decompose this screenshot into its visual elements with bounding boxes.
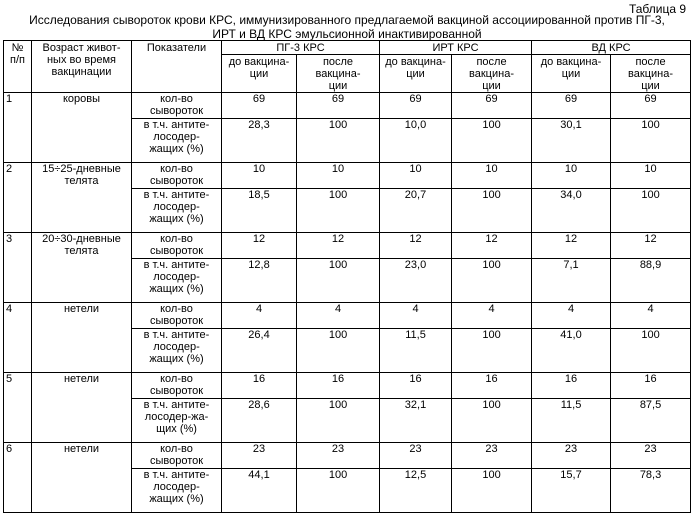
- cell-count: 12: [452, 233, 532, 259]
- cell-percent: 100: [297, 329, 380, 373]
- cell-count: 16: [532, 373, 611, 399]
- cell-percent: 87,5: [611, 399, 691, 443]
- cell-percent: 28,3: [222, 119, 297, 163]
- cell-count: 16: [452, 373, 532, 399]
- cell-count: 23: [611, 443, 691, 469]
- cell-percent: 100: [452, 329, 532, 373]
- cell-percent: 30,1: [532, 119, 611, 163]
- cell-count: 4: [297, 303, 380, 329]
- table-label: Таблица 9: [628, 2, 686, 16]
- cell-percent: 100: [611, 189, 691, 233]
- cell-percent: 100: [452, 399, 532, 443]
- table-body: [4, 93, 691, 513]
- cell-count: 10: [452, 163, 532, 189]
- cell-count: 4: [452, 303, 532, 329]
- cell-percent: 100: [611, 119, 691, 163]
- cell-count: 69: [452, 93, 532, 119]
- row-age: нетели: [32, 373, 132, 443]
- row-age: коровы: [32, 93, 132, 163]
- cell-percent: 26,4: [222, 329, 297, 373]
- cell-count: 10: [297, 163, 380, 189]
- cell-percent: 11,5: [380, 329, 452, 373]
- cell-count: 23: [222, 443, 297, 469]
- header-before: до вакцина- ции: [532, 55, 611, 93]
- table-row-count: [4, 443, 691, 469]
- row-age: нетели: [32, 303, 132, 373]
- cell-percent: 28,6: [222, 399, 297, 443]
- cell-count: 10: [222, 163, 297, 189]
- cell-percent: 100: [452, 469, 532, 513]
- cell-percent: 23,0: [380, 259, 452, 303]
- header-group-pg3: ПГ-3 КРС: [222, 41, 380, 55]
- cell-count: 16: [297, 373, 380, 399]
- table-row-count: [4, 373, 691, 399]
- cell-count: 4: [611, 303, 691, 329]
- cell-percent: 34,0: [532, 189, 611, 233]
- row-number: 6: [4, 443, 32, 513]
- indicator-count: кол-во сывороток: [132, 373, 222, 399]
- header-after: после вакцина- ции: [297, 55, 380, 93]
- cell-count: 4: [380, 303, 452, 329]
- header-after: после вакцина- ции: [611, 55, 691, 93]
- data-table: [3, 40, 691, 513]
- cell-count: 69: [532, 93, 611, 119]
- cell-count: 12: [380, 233, 452, 259]
- cell-percent: 7,1: [532, 259, 611, 303]
- table-row-count: [4, 93, 691, 119]
- cell-count: 10: [532, 163, 611, 189]
- cell-count: 69: [297, 93, 380, 119]
- cell-count: 10: [611, 163, 691, 189]
- cell-percent: 100: [297, 119, 380, 163]
- header-group-vd: ВД КРС: [532, 41, 691, 55]
- cell-count: 10: [380, 163, 452, 189]
- table-row-count: [4, 303, 691, 329]
- indicator-count: кол-во сывороток: [132, 93, 222, 119]
- header-age: Возраст живот- ных во время вакцинации: [32, 41, 132, 93]
- indicator-percent: в т.ч. антите- лосодер- жащих (%): [132, 329, 222, 373]
- cell-count: 16: [611, 373, 691, 399]
- cell-percent: 100: [452, 119, 532, 163]
- header-before: до вакцина- ции: [222, 55, 297, 93]
- caption-line: ИРТ и ВД КРС эмульсионной инактивированной: [212, 27, 482, 41]
- indicator-count: кол-во сывороток: [132, 443, 222, 469]
- cell-percent: 100: [297, 469, 380, 513]
- cell-count: 12: [222, 233, 297, 259]
- indicator-count: кол-во сывороток: [132, 163, 222, 189]
- cell-percent: 44,1: [222, 469, 297, 513]
- cell-percent: 100: [297, 259, 380, 303]
- indicator-percent: в т.ч. антите- лосодер- жащих (%): [132, 189, 222, 233]
- cell-count: 16: [380, 373, 452, 399]
- cell-percent: 100: [297, 189, 380, 233]
- cell-count: 69: [380, 93, 452, 119]
- table-row-count: [4, 233, 691, 259]
- row-number: 1: [4, 93, 32, 163]
- cell-percent: 100: [452, 259, 532, 303]
- cell-percent: 100: [611, 329, 691, 373]
- cell-percent: 88,9: [611, 259, 691, 303]
- row-number: 4: [4, 303, 32, 373]
- cell-percent: 41,0: [532, 329, 611, 373]
- row-number: 2: [4, 163, 32, 233]
- cell-percent: 78,3: [611, 469, 691, 513]
- cell-percent: 32,1: [380, 399, 452, 443]
- cell-count: 12: [297, 233, 380, 259]
- header-indicator: Показатели: [132, 41, 222, 93]
- table-row-count: [4, 163, 691, 189]
- header-before: до вакцина- ции: [380, 55, 452, 93]
- cell-count: 12: [611, 233, 691, 259]
- cell-percent: 10,0: [380, 119, 452, 163]
- row-age: 20÷30-дневные телята: [32, 233, 132, 303]
- indicator-percent: в т.ч. антите- лосодер- жащих (%): [132, 119, 222, 163]
- cell-percent: 11,5: [532, 399, 611, 443]
- row-number: 5: [4, 373, 32, 443]
- row-age: 15÷25-дневные телята: [32, 163, 132, 233]
- header-after: после вакцина- ции: [452, 55, 532, 93]
- cell-percent: 12,8: [222, 259, 297, 303]
- indicator-percent: в т.ч. антите- лосодер- жащих (%): [132, 259, 222, 303]
- cell-count: 69: [611, 93, 691, 119]
- cell-count: 12: [532, 233, 611, 259]
- cell-percent: 18,5: [222, 189, 297, 233]
- header-num: № п/п: [4, 41, 32, 93]
- table-header: [4, 41, 691, 93]
- cell-count: 23: [452, 443, 532, 469]
- cell-percent: 20,7: [380, 189, 452, 233]
- row-age: нетели: [32, 443, 132, 513]
- indicator-count: кол-во сывороток: [132, 233, 222, 259]
- cell-count: 4: [532, 303, 611, 329]
- caption-line: Исследования сывороток крови КРС, иммунизированного предлагаемой вакциной ассоциированной против ПГ-3,: [29, 13, 665, 27]
- table-caption: [0, 13, 694, 41]
- cell-percent: 100: [452, 189, 532, 233]
- cell-percent: 12,5: [380, 469, 452, 513]
- cell-count: 4: [222, 303, 297, 329]
- cell-count: 23: [532, 443, 611, 469]
- cell-count: 16: [222, 373, 297, 399]
- cell-count: 23: [297, 443, 380, 469]
- header-group-irt: ИРТ КРС: [380, 41, 532, 55]
- cell-percent: 100: [297, 399, 380, 443]
- cell-count: 69: [222, 93, 297, 119]
- indicator-percent: в т.ч. антите- лосодер- жащих (%): [132, 469, 222, 513]
- indicator-count: кол-во сывороток: [132, 303, 222, 329]
- cell-count: 23: [380, 443, 452, 469]
- cell-percent: 15,7: [532, 469, 611, 513]
- indicator-percent: в т.ч. антите- лосодер-жа- щих (%): [132, 399, 222, 443]
- row-number: 3: [4, 233, 32, 303]
